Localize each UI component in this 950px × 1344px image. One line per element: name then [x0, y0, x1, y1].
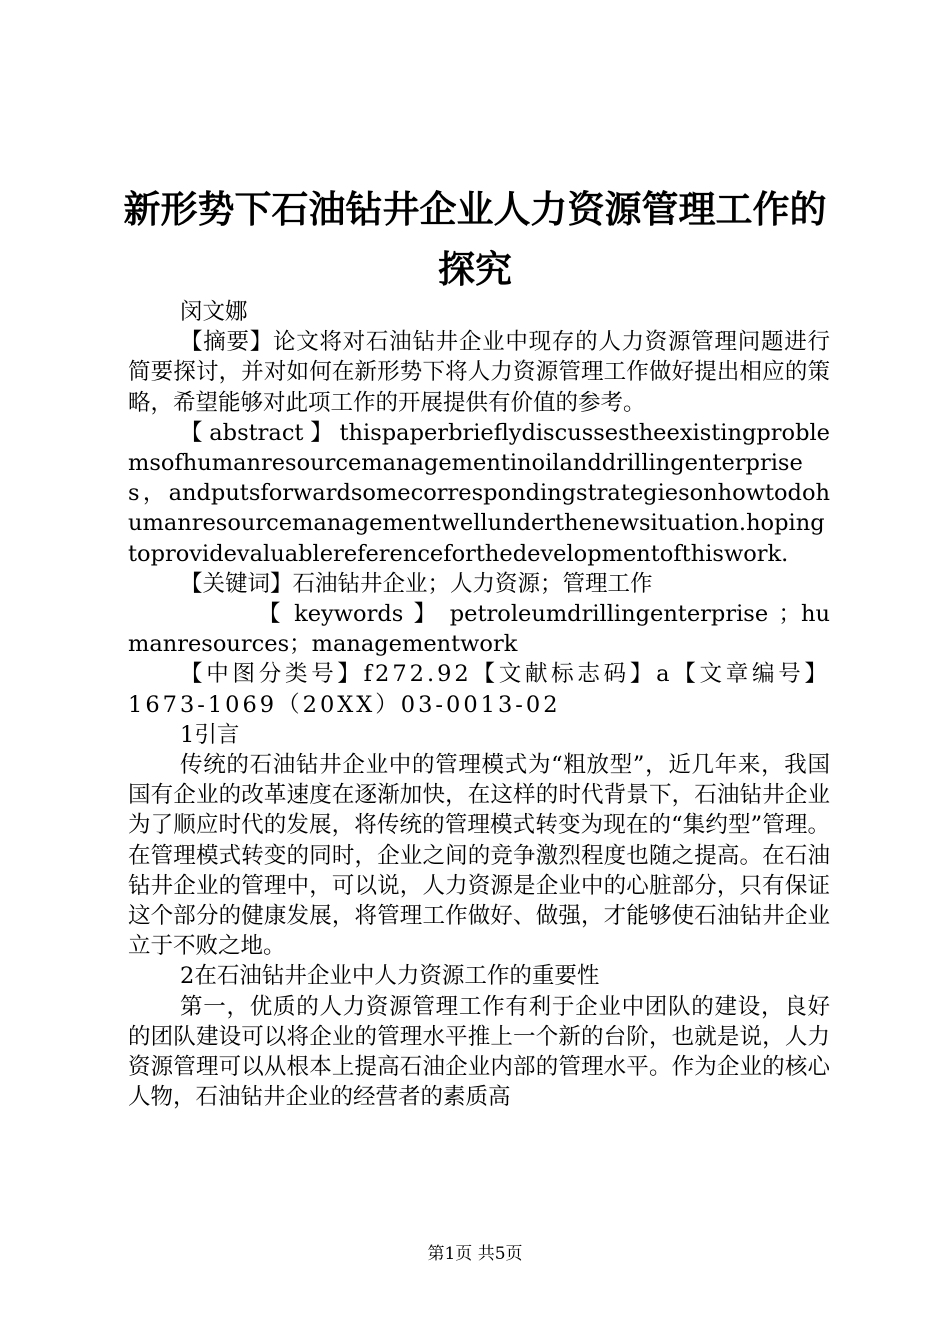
abstract-en: 【abstract】thispaperbrieflydiscussestheexistingproblemsofhumanresourcemanagementinoilanddrillingenterprises，andputsforwardsomecorrespondingstrategiesonhowtodohumanresourcemanagementwellunderthenewsituation.hopingtoprovidevaluablereferenceforthedevelopmentofthiswork. — [128, 419, 830, 567]
section-2-heading: 2在石油钻井企业中人力资源工作的重要性 — [180, 963, 600, 990]
classification-info: 【中图分类号】f272.92【文献标志码】a【文章编号】1673-1069（20XX）03-0013-02 — [128, 661, 830, 718]
document-body — [128, 297, 830, 1112]
keywords-en: 【 keywords 】 petroleumdrillingenterprise ；humanresources；managementwork — [128, 601, 830, 658]
document-title: 新形势下石油钻井企业人力资源管理工作的探究 — [123, 188, 827, 291]
abstract-cn: 【摘要】论文将对石油钻井企业中现存的人力资源管理问题进行简要探讨，并对如何在新形势下将人力资源管理工作做好提出相应的策略，希望能够对此项工作的开展提供有价值的参考。 — [128, 329, 830, 416]
keywords-cn: 【关键词】石油钻井企业；人力资源；管理工作 — [180, 570, 653, 597]
author-name: 闵文娜 — [180, 299, 248, 325]
section-1-heading: 1引言 — [180, 721, 240, 748]
section-2-paragraph: 第一，优质的人力资源管理工作有利于企业中团队的建设，良好的团队建设可以将企业的管理水平推上一个新的台阶，也就是说，人力资源管理可以从根本上提高石油企业内部的管理水平。作为企业的核心人物，石油钻井企业的经营者的素质高 — [128, 993, 830, 1111]
page-footer: 第1页 共5页 — [427, 1244, 523, 1264]
section-1-paragraph: 传统的石油钻井企业中的管理模式为“粗放型”，近几年来，我国国有企业的改革速度在逐渐加快，在这样的时代背景下，石油钻井企业为了顺应时代的发展，将传统的管理模式转变为现在的“集约型”管理。在管理模式转变的同时，企业之间的竞争激烈程度也随之提高。在石油钻井企业的管理中，可以说，人力资源是企业中的心脏部分，只有保证这个部分的健康发展，将管理工作做好、做强，才能够使石油钻井企业立于不败之地。 — [128, 752, 830, 960]
